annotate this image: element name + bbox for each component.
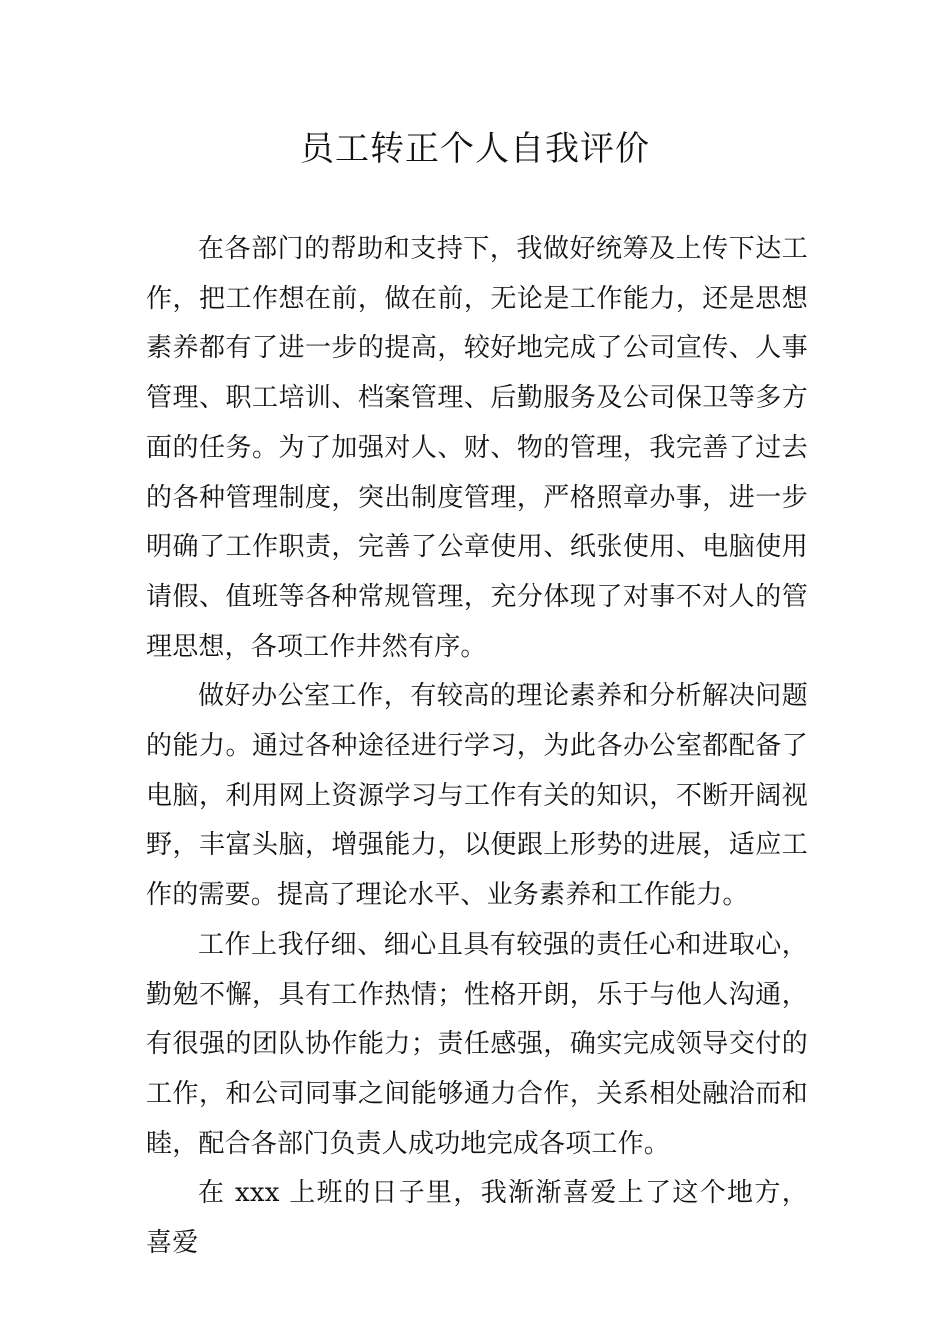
paragraph-4: 在 xxx 上班的日子里，我渐渐喜爱上了这个地方，喜爱 (146, 1178, 808, 1259)
paragraph-2: 做好办公室工作，有较高的理论素养和分析解决问题的能力。通过各种途径进行学习，为此各办公室都配备了电脑，利用网上资源学习与工作有关的知识，不断开阔视野，丰富头脑，增强能力，以便跟上形势的进展，适应工作的需要。提高了理论水平、业务素养和工作能力。 (146, 681, 808, 911)
document-body (146, 225, 808, 1269)
document-title: 员工转正个人自我评价 (300, 129, 650, 169)
paragraph-3: 工作上我仔细、细心且具有较强的责任心和进取心，勤勉不懈，具有工作热情；性格开朗，乐于与他人沟通，有很强的团队协作能力；责任感强，确实完成领导交付的工作，和公司同事之间能够通力合作，关系相处融洽而和睦，配合各部门负责人成功地完成各项工作。 (146, 929, 808, 1159)
paragraph-1: 在各部门的帮助和支持下，我做好统筹及上传下达工作，把工作想在前，做在前，无论是工作能力，还是思想素养都有了进一步的提高，较好地完成了公司宣传、人事管理、职工培训、档案管理、后勤服务及公司保卫等多方面的任务。为了加强对人、财、物的管理，我完善了过去的各种管理制度，突出制度管理，严格照章办事，进一步明确了工作职责，完善了公章使用、纸张使用、电脑使用请假、值班等各种常规管理，充分体现了对事不对人的管理思想，各项工作井然有序。 (146, 234, 808, 662)
